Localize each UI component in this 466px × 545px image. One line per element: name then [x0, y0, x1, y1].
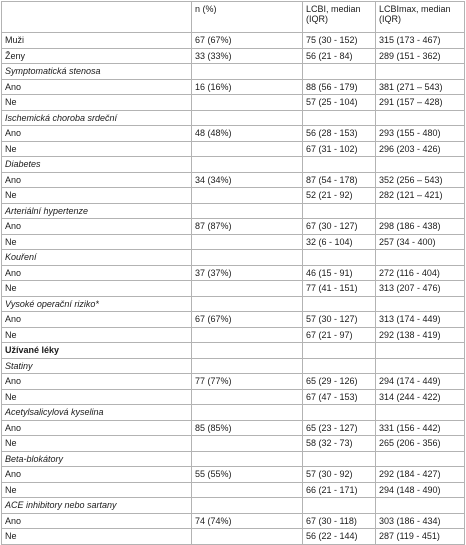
n-cell: 33 (33%) — [192, 48, 303, 64]
n-cell — [192, 281, 303, 297]
lcbi-cell — [303, 358, 376, 374]
row-label: Statiny — [2, 358, 192, 374]
row-label: Ano — [2, 265, 192, 281]
lcbimax-cell: 313 (207 - 476) — [376, 281, 465, 297]
header-n-cell: n (%) — [192, 2, 303, 33]
table-row — [2, 420, 465, 436]
header-label-cell — [2, 2, 192, 33]
section-row — [2, 405, 465, 421]
lcbimax-cell — [376, 157, 465, 173]
row-label: Ano — [2, 513, 192, 529]
table-row — [2, 126, 465, 142]
n-cell: 34 (34%) — [192, 172, 303, 188]
lcbimax-cell: 294 (174 - 449) — [376, 374, 465, 390]
row-label: ACE inhibitory nebo sartany — [2, 498, 192, 514]
lcbimax-cell: 313 (174 - 449) — [376, 312, 465, 328]
n-cell — [192, 451, 303, 467]
lcbi-cell: 87 (54 - 178) — [303, 172, 376, 188]
n-cell — [192, 405, 303, 421]
row-label: Ano — [2, 126, 192, 142]
n-cell — [192, 482, 303, 498]
lcbi-cell: 56 (22 - 144) — [303, 529, 376, 545]
n-cell — [192, 157, 303, 173]
lcbi-cell: 67 (30 - 118) — [303, 513, 376, 529]
n-cell — [192, 234, 303, 250]
lcbimax-cell — [376, 203, 465, 219]
lcbi-cell: 67 (31 - 102) — [303, 141, 376, 157]
section-row — [2, 358, 465, 374]
lcbi-cell — [303, 451, 376, 467]
lcbimax-cell: 291 (157 – 428) — [376, 95, 465, 111]
lcbi-cell: 75 (30 - 152) — [303, 33, 376, 49]
lcbi-cell: 32 (6 - 104) — [303, 234, 376, 250]
lcbimax-cell: 294 (148 - 490) — [376, 482, 465, 498]
group-row — [2, 343, 465, 359]
table-row — [2, 172, 465, 188]
lcbi-cell: 65 (29 - 126) — [303, 374, 376, 390]
lcbimax-cell: 315 (173 - 467) — [376, 33, 465, 49]
lcbimax-cell — [376, 296, 465, 312]
row-label: Ne — [2, 327, 192, 343]
lcbimax-cell — [376, 358, 465, 374]
lcbi-cell — [303, 498, 376, 514]
lcbimax-cell: 289 (151 - 362) — [376, 48, 465, 64]
table-row — [2, 188, 465, 204]
n-cell: 87 (87%) — [192, 219, 303, 235]
lcbimax-cell: 292 (138 - 419) — [376, 327, 465, 343]
lcbi-cell: 57 (30 - 127) — [303, 312, 376, 328]
row-label: Muži — [2, 33, 192, 49]
n-cell — [192, 358, 303, 374]
n-cell — [192, 203, 303, 219]
row-label: Ne — [2, 389, 192, 405]
lcbi-cell — [303, 250, 376, 266]
n-cell — [192, 343, 303, 359]
n-cell: 67 (67%) — [192, 33, 303, 49]
table-header-row — [2, 2, 465, 33]
row-label: Ne — [2, 482, 192, 498]
lcbimax-cell — [376, 343, 465, 359]
lcbi-cell: 67 (30 - 127) — [303, 219, 376, 235]
row-label: Ženy — [2, 48, 192, 64]
n-cell: 74 (74%) — [192, 513, 303, 529]
n-cell: 16 (16%) — [192, 79, 303, 95]
lcbimax-cell: 303 (186 - 434) — [376, 513, 465, 529]
lcbimax-cell: 292 (184 - 427) — [376, 467, 465, 483]
table-row — [2, 513, 465, 529]
table-row — [2, 141, 465, 157]
lcbimax-cell — [376, 64, 465, 80]
table-row — [2, 95, 465, 111]
table-row — [2, 265, 465, 281]
section-row — [2, 203, 465, 219]
lcbi-cell: 88 (56 - 179) — [303, 79, 376, 95]
n-cell: 55 (55%) — [192, 467, 303, 483]
lcbi-cell: 58 (32 - 73) — [303, 436, 376, 452]
table-row — [2, 467, 465, 483]
table-row — [2, 374, 465, 390]
row-label: Ano — [2, 172, 192, 188]
row-label: Ne — [2, 188, 192, 204]
row-label: Acetylsalicylová kyselina — [2, 405, 192, 421]
lcbi-cell: 57 (25 - 104) — [303, 95, 376, 111]
row-label: Ne — [2, 281, 192, 297]
row-label: Ano — [2, 374, 192, 390]
n-cell — [192, 64, 303, 80]
row-label: Ano — [2, 312, 192, 328]
table-row — [2, 482, 465, 498]
row-label: Ne — [2, 95, 192, 111]
lcbi-cell — [303, 64, 376, 80]
row-label: Ano — [2, 219, 192, 235]
lcbimax-cell: 265 (206 - 356) — [376, 436, 465, 452]
n-cell — [192, 110, 303, 126]
table-row — [2, 312, 465, 328]
n-cell — [192, 296, 303, 312]
row-label: Kouření — [2, 250, 192, 266]
row-label: Ne — [2, 141, 192, 157]
table-row — [2, 234, 465, 250]
section-row — [2, 157, 465, 173]
table-row — [2, 529, 465, 545]
row-label: Symptomatická stenosa — [2, 64, 192, 80]
row-label: Ne — [2, 529, 192, 545]
row-label: Ne — [2, 436, 192, 452]
lcbi-cell: 46 (15 - 91) — [303, 265, 376, 281]
n-cell — [192, 389, 303, 405]
n-cell: 77 (77%) — [192, 374, 303, 390]
n-cell — [192, 327, 303, 343]
table-row — [2, 48, 465, 64]
lcbi-table — [1, 1, 465, 545]
n-cell — [192, 141, 303, 157]
n-cell: 85 (85%) — [192, 420, 303, 436]
section-row — [2, 451, 465, 467]
lcbimax-cell: 331 (156 - 442) — [376, 420, 465, 436]
header-lcbimax-cell: LCBImax, median (IQR) — [376, 2, 465, 33]
lcbimax-cell: 381 (271 – 543) — [376, 79, 465, 95]
row-label: Užívané léky — [2, 343, 192, 359]
n-cell — [192, 250, 303, 266]
row-label: Ano — [2, 467, 192, 483]
table-row — [2, 79, 465, 95]
table-row — [2, 436, 465, 452]
lcbimax-cell — [376, 498, 465, 514]
table-row — [2, 33, 465, 49]
table-row — [2, 281, 465, 297]
lcbimax-cell — [376, 250, 465, 266]
lcbi-cell: 67 (47 - 153) — [303, 389, 376, 405]
n-cell: 48 (48%) — [192, 126, 303, 142]
lcbimax-cell: 287 (119 - 451) — [376, 529, 465, 545]
lcbimax-cell: 314 (244 - 422) — [376, 389, 465, 405]
lcbimax-cell: 298 (186 - 438) — [376, 219, 465, 235]
lcbi-cell — [303, 343, 376, 359]
row-label: Diabetes — [2, 157, 192, 173]
section-row — [2, 296, 465, 312]
lcbi-cell: 77 (41 - 151) — [303, 281, 376, 297]
row-label: Ischemická choroba srdeční — [2, 110, 192, 126]
section-row — [2, 250, 465, 266]
lcbi-cell: 56 (21 - 84) — [303, 48, 376, 64]
n-cell: 67 (67%) — [192, 312, 303, 328]
row-label: Beta-blokátory — [2, 451, 192, 467]
lcbi-cell — [303, 157, 376, 173]
lcbimax-cell: 296 (203 - 426) — [376, 141, 465, 157]
lcbi-cell — [303, 405, 376, 421]
table-body — [2, 2, 465, 545]
n-cell: 37 (37%) — [192, 265, 303, 281]
section-row — [2, 110, 465, 126]
lcbi-cell: 67 (21 - 97) — [303, 327, 376, 343]
table-row — [2, 219, 465, 235]
row-label: Ano — [2, 79, 192, 95]
header-lcbi-cell: LCBI, median (IQR) — [303, 2, 376, 33]
row-label: Ano — [2, 420, 192, 436]
n-cell — [192, 188, 303, 204]
n-cell — [192, 436, 303, 452]
n-cell — [192, 95, 303, 111]
lcbi-cell: 56 (28 - 153) — [303, 126, 376, 142]
lcbi-cell — [303, 203, 376, 219]
lcbi-cell — [303, 296, 376, 312]
lcbimax-cell: 257 (34 - 400) — [376, 234, 465, 250]
lcbimax-cell: 352 (256 – 543) — [376, 172, 465, 188]
row-label: Ne — [2, 234, 192, 250]
lcbimax-cell — [376, 451, 465, 467]
lcbi-cell — [303, 110, 376, 126]
row-label: Arteriální hypertenze — [2, 203, 192, 219]
lcbimax-cell: 293 (155 - 480) — [376, 126, 465, 142]
n-cell — [192, 529, 303, 545]
lcbi-cell: 52 (21 - 92) — [303, 188, 376, 204]
lcbi-cell: 66 (21 - 171) — [303, 482, 376, 498]
lcbi-cell: 65 (23 - 127) — [303, 420, 376, 436]
row-label: Vysoké operační riziko* — [2, 296, 192, 312]
section-row — [2, 64, 465, 80]
table-row — [2, 327, 465, 343]
lcbimax-cell: 282 (121 – 421) — [376, 188, 465, 204]
n-cell — [192, 498, 303, 514]
table-row — [2, 389, 465, 405]
section-row — [2, 498, 465, 514]
lcbi-cell: 57 (30 - 92) — [303, 467, 376, 483]
lcbimax-cell — [376, 405, 465, 421]
lcbimax-cell: 272 (116 - 404) — [376, 265, 465, 281]
lcbimax-cell — [376, 110, 465, 126]
